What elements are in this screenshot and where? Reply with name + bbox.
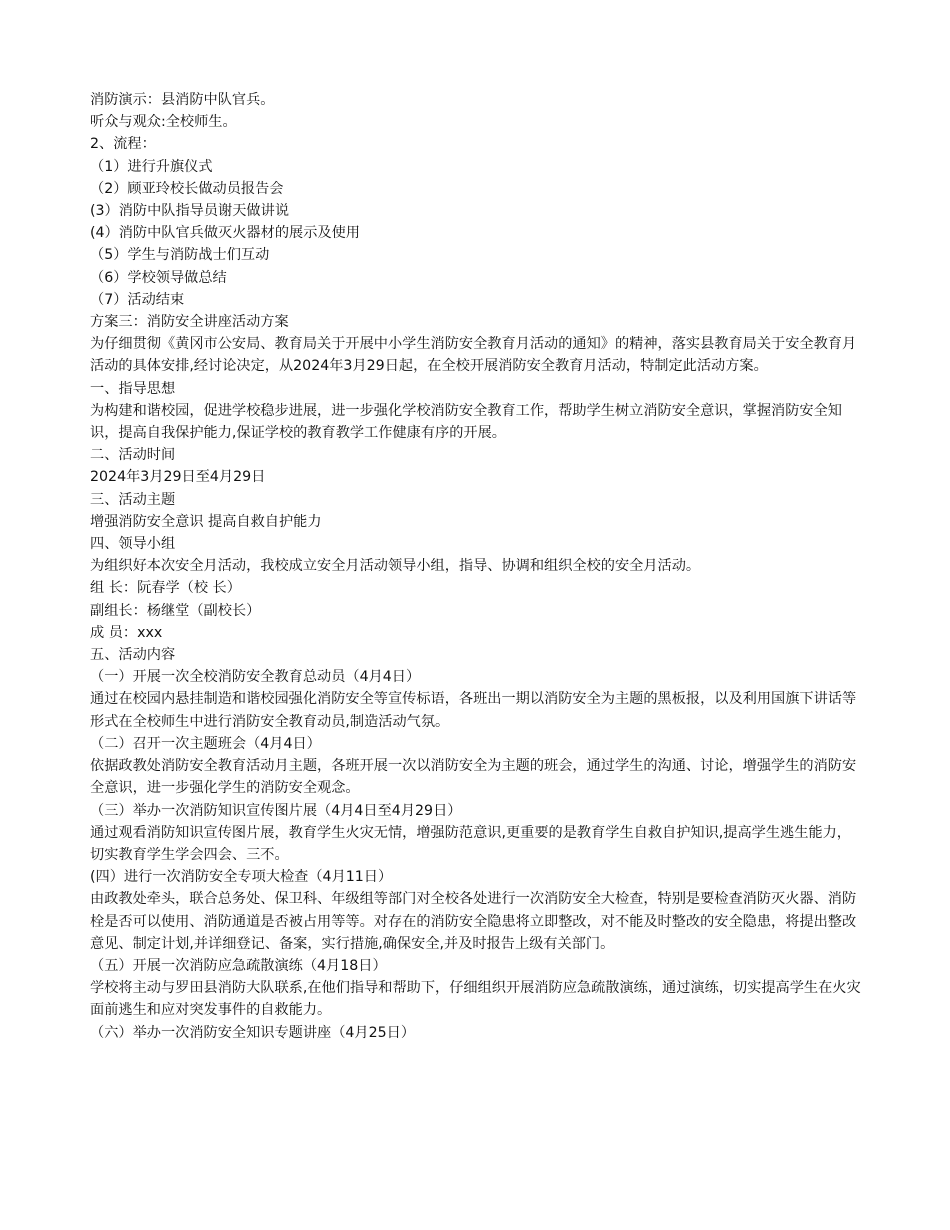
subsection-heading: （三）举办一次消防知识宣传图片展（4月4日至4月29日） (90, 802, 462, 819)
subsection-heading: （五）开展一次消防应急疏散演练（4月18日） (90, 957, 387, 974)
subsection-heading: （二）召开一次主题班会（4月4日） (90, 735, 321, 752)
paragraph: 学校将主动与罗田县消防大队联系,在他们指导和帮助下，仔细组织开展消防应急疏散演练，通过演练，切实提高学生在火灾面前逃生和应对突发事件的自救能力。 (90, 980, 861, 1019)
text-line: 听众与观众:全校师生。 (90, 114, 237, 131)
section-heading: 五、活动内容 (90, 647, 176, 664)
paragraph: 为仔细贯彻《黄冈市公安局、教育局关于开展中小学生消防安全教育月活动的通知》的精神，落实县教育局关于安全教育月活动的具体安排,经讨论决定，从2024年3月29日起，在全校开展消防安全教育月活动，特制定此活动方案。 (90, 336, 857, 375)
text-line: 消防演示：县消防中队官兵。 (90, 92, 275, 108)
section-heading: 2、流程： (90, 136, 156, 153)
subsection-heading: （六）举办一次消防安全知识专题讲座（4月25日） (90, 1024, 416, 1041)
paragraph: 为构建和谐校园，促进学校稳步进展，进一步强化学校消防安全教育工作，帮助学生树立消防安全意识，掌握消防安全知识，提高自我保护能力,保证学校的教育教学工作健康有序的开展。 (90, 402, 842, 442)
section-heading: 一、指导思想 (90, 380, 176, 397)
list-item: （6）学校领导做总结 (90, 269, 227, 286)
section-heading: 四、领导小组 (90, 536, 176, 553)
subsection-heading: （一）开展一次全校消防安全教育总动员（4月4日） (90, 669, 421, 686)
subsection-heading: (四）进行一次消防安全专项大检查（4月11日） (90, 869, 393, 886)
list-item: （1）进行升旗仪式 (90, 158, 213, 175)
paragraph: 依据政教处消防安全教育活动月主题，各班开展一次以消防安全为主题的班会，通过学生的沟通、讨论，增强学生的消防安全意识，进一步强化学生的消防安全观念。 (90, 758, 857, 797)
text-line: 组 长：阮春学（校 长） (90, 580, 241, 597)
section-heading: 三、活动主题 (90, 491, 176, 508)
text-line: 副组长：杨继堂（副校长） (90, 602, 261, 619)
list-item: (3）消防中队指导员谢天做讲说 (90, 203, 290, 220)
paragraph: 为组织好本次安全月活动，我校成立安全月活动领导小组，指导、协调和组织全校的安全月活动。 (90, 558, 701, 575)
paragraph: 通过观看消防知识宣传图片展，教育学生火灾无情，增强防范意识,更重要的是教育学生自救自护知识,提高学生逃生能力，切实教育学生学会四会、三不。 (90, 824, 851, 863)
text-line: 增强消防安全意识 提高自救自护能力 (90, 513, 322, 530)
list-item: （5）学生与消防战士们互动 (90, 247, 270, 264)
text-line: 2024年3月29日至4月29日 (90, 469, 266, 486)
paragraph: 由政教处牵头，联合总务处、保卫科、年级组等部门对全校各处进行一次消防安全大检查，特别是要检查消防灭火器、消防栓是否可以使用、消防通道是否被占用等等。对存在的消防安全隐患将立即整改，对不能及时整改的安全隐患，将提出整改意见、制定计划,并详细登记、备案，实行措施,确保安全,并及时报告上级有关部门。 (90, 891, 857, 952)
list-item: （2）顾亚玲校长做动员报告会 (90, 180, 284, 197)
section-heading: 二、活动时间 (90, 447, 176, 464)
paragraph: 通过在校园内悬挂制造和谐校园强化消防安全等宣传标语，各班出一期以消防安全为主题的黑板报，以及利用国旗下讲话等形式在全校师生中进行消防安全教育动员,制造活动气氛。 (90, 691, 857, 730)
section-heading: 方案三：消防安全讲座活动方案 (90, 314, 289, 331)
list-item: （7）活动结束 (90, 291, 185, 308)
document-body (90, 89, 862, 1044)
list-item: (4）消防中队官兵做灭火器材的展示及使用 (90, 225, 360, 242)
text-line: 成 员：xxx (90, 624, 163, 641)
